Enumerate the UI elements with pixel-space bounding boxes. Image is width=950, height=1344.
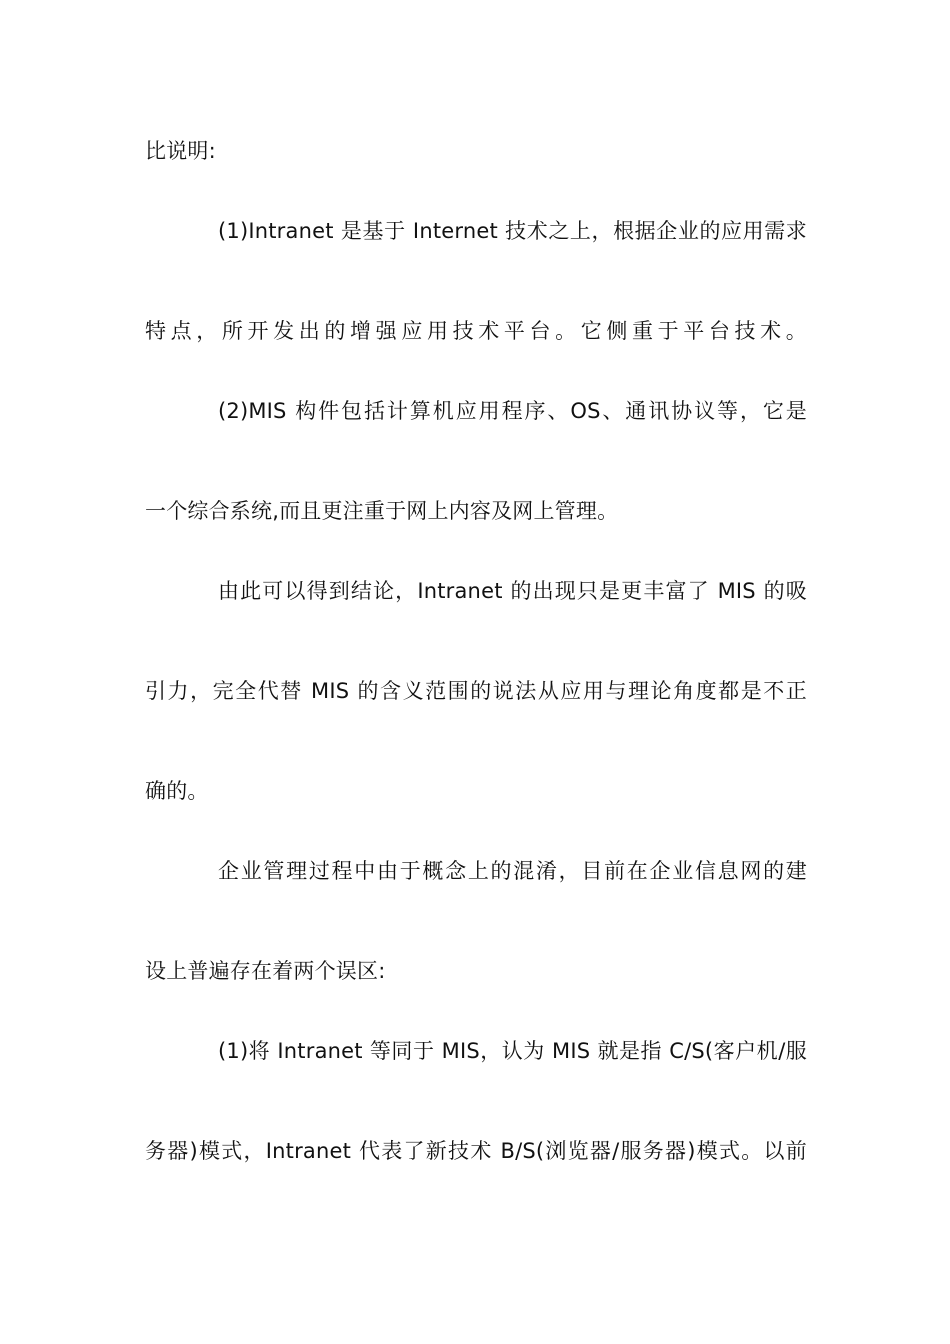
text-line-9: 企业管理过程中由于概念上的混淆，目前在企业信息网的建	[218, 859, 807, 883]
text-line-6: 由此可以得到结论，Intranet 的出现只是更丰富了 MIS 的吸	[218, 579, 807, 603]
text-line-1: 比说明:	[145, 139, 216, 163]
text-line-10: 设上普遍存在着两个误区:	[145, 959, 386, 983]
text-line-3: 特点，所开发出的增强应用技术平台。它侧重于平台技术。	[145, 319, 807, 343]
text-line-8: 确的。	[145, 779, 209, 803]
text-line-5: 一个综合系统,而且更注重于网上内容及网上管理。	[145, 499, 619, 523]
text-line-2: (1)Intranet 是基于 Internet 技术之上，根据企业的应用需求	[218, 219, 807, 243]
text-line-4: (2)MIS 构件包括计算机应用程序、OS、通讯协议等，它是	[218, 399, 807, 423]
text-line-7: 引力，完全代替 MIS 的含义范围的说法从应用与理论角度都是不正	[145, 679, 807, 703]
text-line-11: (1)将 Intranet 等同于 MIS，认为 MIS 就是指 C/S(客户机/服	[218, 1039, 807, 1063]
text-line-12: 务器)模式，Intranet 代表了新技术 B/S(浏览器/服务器)模式。以前	[145, 1139, 807, 1163]
